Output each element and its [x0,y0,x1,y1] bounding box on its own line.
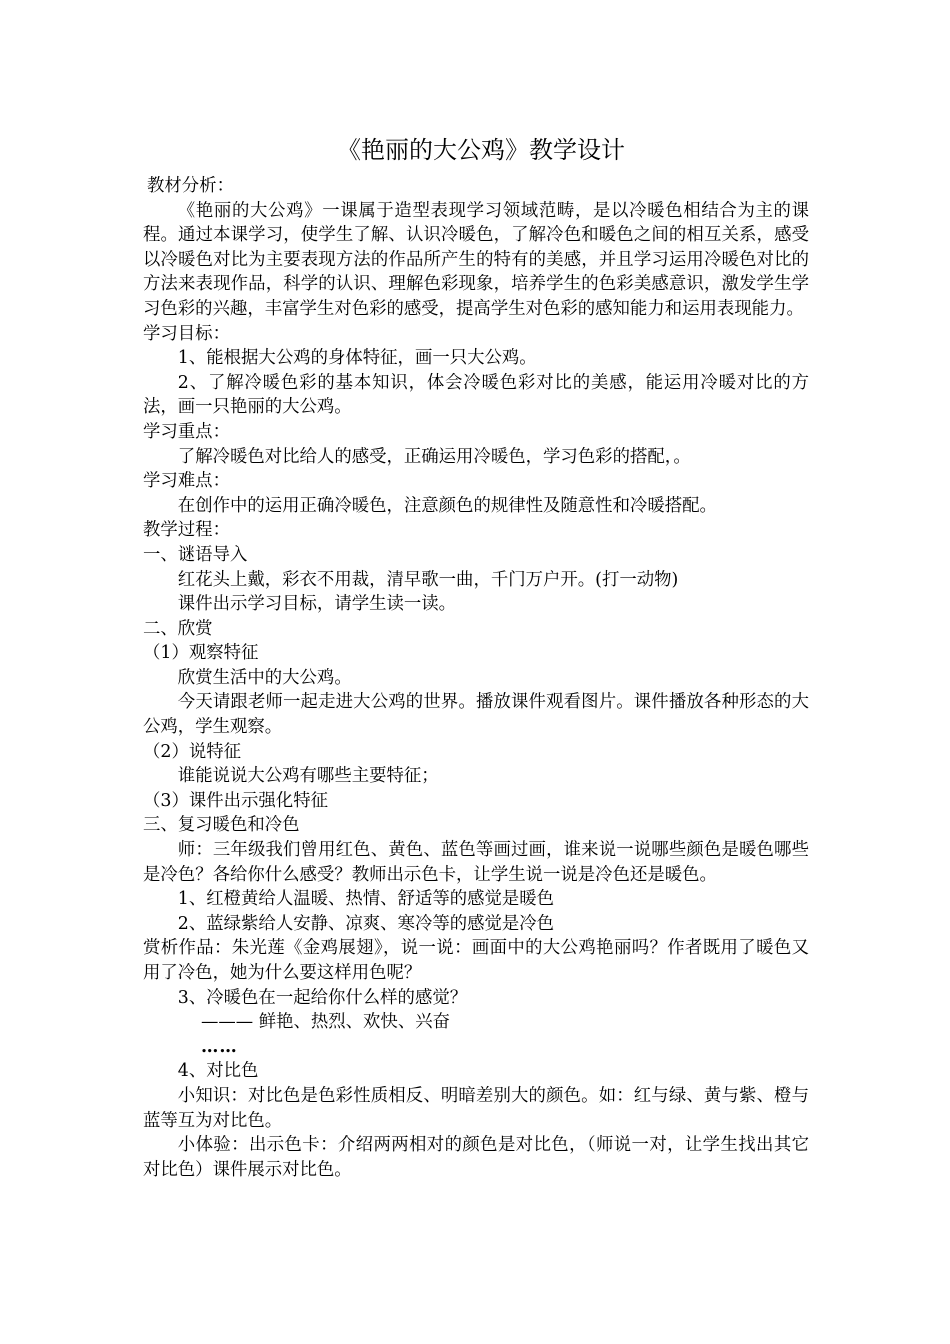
textbook-analysis-body: 《艳丽的大公鸡》一课属于造型表现学习领域范畴，是以冷暖色相结合为主的课程。通过本课学习，使学生了解、认识冷暖色，了解冷色和暖色之间的相互关系，感受以冷暖色对比为主要表现方法的作品所产生的特有的美感，并且学习运用冷暖色对比的方法来表现作品，科学的认识、理解色彩现象，培养学生的色彩美感意识，激发学生学习色彩的兴趣，丰富学生对色彩的感受，提高学生对色彩的感知能力和运用表现能力。 [143,200,809,319]
step-3-knowledge: 小知识：对比色是色彩性质相反、明暗差别大的颜色。如：红与绿、黄与紫、橙与蓝等互为对比色。 [143,1085,809,1131]
learning-goals-heading: 学习目标： [143,323,230,344]
step-3-question-3: 3、冷暖色在一起给你什么样的感觉？ [177,987,468,1008]
step-3-ellipsis: …… [201,1036,238,1057]
step-3-teacher: 师：三年级我们曾用红色、黄色、蓝色等画过画，谁来说一说哪些颜色是暖色哪些是冷色？各给你什么感受？教师出示色卡，让学生说一说是冷色还是暖色。 [143,840,809,885]
step-2-heading: 二、欣赏 [143,618,213,639]
step-2-sub-2-a: 谁能说说大公鸡有哪些主要特征； [177,766,439,787]
step-2-sub-3: （3）课件出示强化特征 [143,790,328,811]
key-points-body: 了解冷暖色对比给人的感受，正确运用冷暖色，学习色彩的搭配，。 [177,446,691,467]
difficulty-body: 在创作中的运用正确冷暖色，注意颜色的规律性及随意性和冷暖搭配。 [177,495,717,516]
step-2-sub-1-b: 今天请跟老师一起走进大公鸡的世界。播放课件观看图片。课件播放各种形态的大公鸡，学生观察。 [143,692,809,738]
learning-goal-2: 2、了解冷暖色彩的基本知识，体会冷暖色彩对比的美感，能运用冷暖对比的方法，画一只艳丽的大公鸡。 [143,372,809,418]
step-3-appreciate: 赏析作品：朱光莲《金鸡展翅》，说一说：画面中的大公鸡艳丽吗？作者既用了暖色又用了冷色，她为什么要这样用色呢？ [143,938,809,983]
step-1-heading: 一、谜语导入 [143,544,248,565]
textbook-analysis-heading: 教材分析： [147,176,234,196]
step-3-answer: ——— 鲜艳、热烈、欢快、兴奋 [201,1012,450,1033]
step-3-question-4: 4、对比色 [177,1061,259,1082]
step-3-warm: 1、红橙黄给人温暖、热情、舒适等的感觉是暖色 [177,889,555,910]
step-1-show: 课件出示学习目标，请学生读一读。 [177,594,457,615]
document-page [143,132,809,1182]
step-2-sub-1-a: 欣赏生活中的大公鸡。 [177,667,352,688]
learning-goal-1: 1、能根据大公鸡的身体特征，画一只大公鸡。 [177,348,537,369]
difficulty-heading: 学习难点： [143,471,230,492]
step-2-sub-2: （2）说特征 [143,741,242,762]
step-3-heading: 三、复习暖色和冷色 [143,815,300,836]
key-points-heading: 学习重点： [143,421,230,442]
document-title: 《艳丽的大公鸡》教学设计 [337,136,625,164]
step-1-riddle: 红花头上戴，彩衣不用裁，清早歌一曲，千门万户开。(打一动物) [177,569,679,590]
step-2-sub-1: （1）观察特征 [143,643,259,664]
step-3-experience: 小体验：出示色卡：介绍两两相对的颜色是对比色，（师说一对，让学生找出其它对比色）课件展示对比色。 [143,1135,809,1180]
teaching-process-heading: 教学过程： [143,520,230,541]
step-3-cold: 2、蓝绿紫给人安静、凉爽、寒冷等的感觉是冷色 [177,913,555,934]
